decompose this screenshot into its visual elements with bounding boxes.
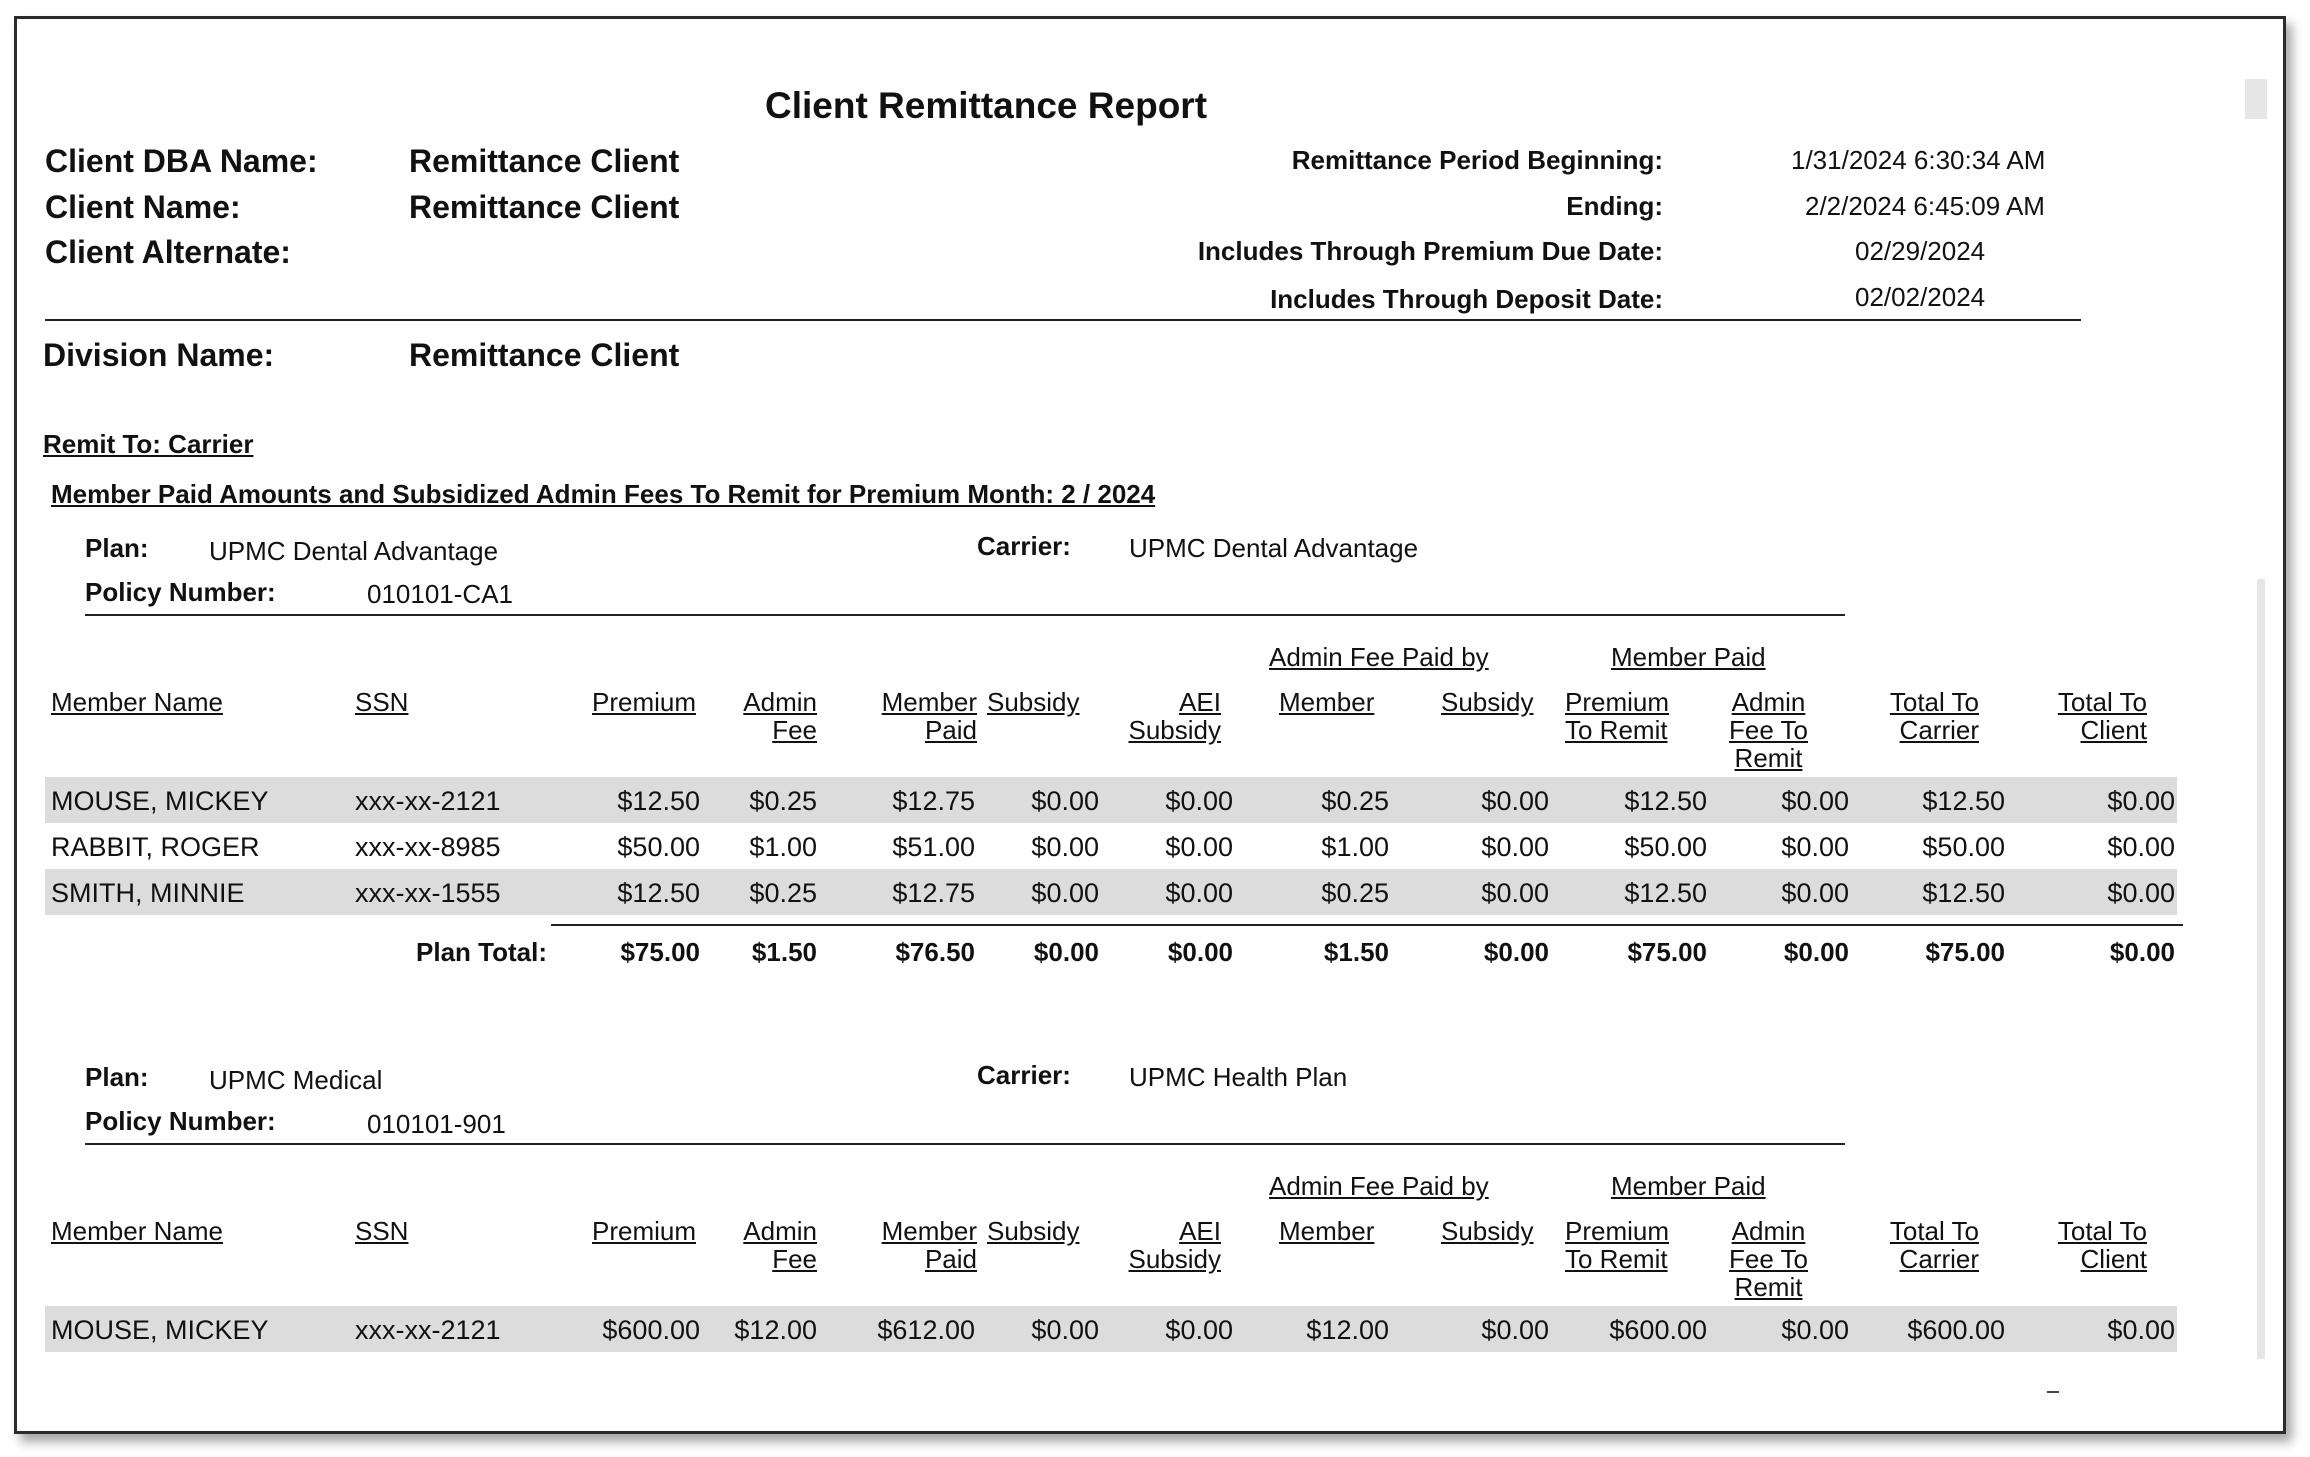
plan-value: UPMC Dental Advantage: [209, 536, 499, 566]
plan-total-divider: [551, 924, 2183, 926]
cell-total-to-carrier: $600.00: [1907, 1315, 2005, 1345]
col-total-client-line2: Client: [2080, 1244, 2147, 1274]
cell-admin-fee: $0.25: [749, 786, 817, 816]
policy-label: Policy Number:: [85, 1106, 276, 1136]
policy-value: 010101-901: [367, 1109, 506, 1139]
col-total-carrier-line2: Carrier: [1899, 715, 1979, 745]
cell-ssn: xxx-xx-8985: [355, 832, 501, 862]
cell-subsidy: $0.00: [1031, 1315, 1099, 1345]
col-premium-to-remit-line1: Premium: [1565, 687, 1670, 717]
division-label: Division Name:: [43, 337, 275, 373]
cell-total-to-client: $0.00: [2107, 786, 2175, 816]
cell-premium-to-remit: $50.00: [1624, 832, 1707, 862]
col-afp-member: Member: [1279, 687, 1375, 717]
col-total-client-line1: Total To: [2057, 687, 2147, 717]
plan-divider: [85, 1143, 1845, 1145]
total-afp-member: $1.50: [1323, 937, 1389, 967]
period-beginning-value: 1/31/2024 6:30:34 AM: [1791, 145, 2046, 175]
plan-value: UPMC Medical: [209, 1065, 383, 1095]
col-afp-member: Member: [1279, 1216, 1375, 1246]
col-premium-to-remit-line1: Premium: [1565, 1216, 1670, 1246]
cell-member-paid: $612.00: [877, 1315, 975, 1345]
col-total-client-line2: Client: [2080, 715, 2147, 745]
group-header-member-paid: Member Paid: [1611, 1171, 1766, 1201]
col-member-paid-line1: Member: [881, 1216, 977, 1246]
plan-label: Plan:: [85, 1062, 149, 1092]
col-admin-fee-line2: Fee: [772, 715, 817, 745]
col-premium-to-remit: [1565, 1217, 1669, 1273]
col-total-carrier-line2: Carrier: [1899, 1244, 1979, 1274]
cell-ssn: xxx-xx-1555: [355, 878, 501, 908]
deposit-date-value: 02/02/2024: [1855, 282, 1986, 312]
col-premium-to-remit: [1565, 688, 1669, 744]
cell-subsidy: $0.00: [1031, 786, 1099, 816]
col-ssn: SSN: [355, 1216, 409, 1246]
col-aei-line2: Subsidy: [1128, 1244, 1221, 1274]
section-heading: Member Paid Amounts and Subsidized Admin Fees To Remit for Premium Month: 2 / 2024: [51, 479, 1156, 509]
cell-member-name: MOUSE, MICKEY: [51, 786, 269, 816]
col-member-paid: [882, 688, 977, 744]
col-admin-to-remit-line2: Fee To: [1729, 715, 1809, 745]
carrier-label: Carrier:: [977, 1060, 1071, 1090]
cell-ssn: xxx-xx-2121: [355, 1315, 501, 1345]
total-total-to-client: $0.00: [2109, 937, 2175, 967]
cell-total-to-client: $0.00: [2107, 878, 2175, 908]
total-subsidy: $0.00: [1033, 937, 1099, 967]
cell-premium: $50.00: [617, 832, 700, 862]
cell-subsidy: $0.00: [1031, 878, 1099, 908]
period-ending-label: Ending:: [1566, 191, 1663, 221]
plan-divider: [85, 614, 1845, 616]
cell-member-name: RABBIT, ROGER: [51, 832, 260, 862]
total-premium-to-remit: $75.00: [1627, 937, 1707, 967]
report-page: [14, 16, 2286, 1434]
col-admin-fee-line1: Admin: [743, 687, 817, 717]
cell-admin-fee: $0.25: [749, 878, 817, 908]
col-subsidy: Subsidy: [987, 687, 1080, 717]
col-admin-to-remit-line3: Remit: [1734, 743, 1803, 773]
col-aei-subsidy: [1129, 1217, 1222, 1273]
col-member-paid-line1: Member: [881, 687, 977, 717]
cell-afp-member: $12.00: [1306, 1315, 1389, 1345]
client-dba-label: Client DBA Name:: [45, 143, 318, 179]
col-admin-fee-line2: Fee: [772, 1244, 817, 1274]
cell-total-to-client: $0.00: [2107, 832, 2175, 862]
cell-total-to-carrier: $50.00: [1922, 832, 2005, 862]
cell-member-paid: $12.75: [892, 878, 975, 908]
cell-afp-subsidy: $0.00: [1481, 878, 1549, 908]
col-member-paid: [882, 1217, 977, 1273]
total-member-paid: $76.50: [895, 937, 975, 967]
col-admin-fee: [743, 688, 817, 744]
col-member-paid-line2: Paid: [924, 715, 977, 745]
cell-subsidy: $0.00: [1031, 832, 1099, 862]
total-admin-fee-to-remit: $0.00: [1783, 937, 1849, 967]
col-aei-line2: Subsidy: [1128, 715, 1221, 745]
cell-premium: $600.00: [602, 1315, 700, 1345]
cell-admin-fee-to-remit: $0.00: [1781, 786, 1849, 816]
cell-premium: $12.50: [617, 786, 700, 816]
cell-premium-to-remit: $12.50: [1624, 786, 1707, 816]
total-admin-fee: $1.50: [751, 937, 817, 967]
cell-admin-fee: $12.00: [734, 1315, 817, 1345]
deposit-date-label: Includes Through Deposit Date:: [1270, 284, 1663, 314]
col-admin-fee-line1: Admin: [743, 1216, 817, 1246]
col-admin-to-remit-line3: Remit: [1734, 1272, 1803, 1302]
col-total-carrier-line1: Total To: [1889, 687, 1979, 717]
col-premium-to-remit-line2: To Remit: [1565, 715, 1668, 745]
col-total-client-line1: Total To: [2057, 1216, 2147, 1246]
cell-admin-fee-to-remit: $0.00: [1781, 1315, 1849, 1345]
col-total-to-carrier: [1890, 688, 1979, 744]
cell-afp-member: $0.25: [1321, 878, 1389, 908]
col-member-name: Member Name: [51, 1216, 223, 1246]
total-total-to-carrier: $75.00: [1925, 937, 2005, 967]
table-row: [45, 777, 2177, 823]
col-admin-to-remit-line1: Admin: [1731, 687, 1806, 717]
cell-premium: $12.50: [617, 878, 700, 908]
cell-afp-subsidy: $0.00: [1481, 832, 1549, 862]
col-premium: Premium: [591, 687, 696, 717]
cell-premium-to-remit: $12.50: [1624, 878, 1707, 908]
cell-afp-member: $1.00: [1321, 832, 1389, 862]
col-member-paid-line2: Paid: [924, 1244, 977, 1274]
cell-total-to-carrier: $12.50: [1922, 878, 2005, 908]
report-title: Client Remittance Report: [765, 85, 1208, 126]
policy-value: 010101-CA1: [367, 579, 513, 609]
cell-admin-fee-to-remit: $0.00: [1781, 832, 1849, 862]
col-afp-subsidy: Subsidy: [1441, 1216, 1534, 1246]
cell-afp-subsidy: $0.00: [1481, 1315, 1549, 1345]
cell-aei-subsidy: $0.00: [1165, 1315, 1233, 1345]
col-aei-line1: AEI: [1179, 687, 1221, 717]
cell-afp-subsidy: $0.00: [1481, 786, 1549, 816]
division-value: Remittance Client: [409, 337, 680, 373]
col-admin-fee: [743, 1217, 817, 1273]
cell-member-name: MOUSE, MICKEY: [51, 1315, 269, 1345]
plan-label: Plan:: [85, 533, 149, 563]
col-premium-to-remit-line2: To Remit: [1565, 1244, 1668, 1274]
client-name-value: Remittance Client: [409, 189, 680, 225]
client-name-label: Client Name:: [45, 189, 241, 225]
period-beginning-label: Remittance Period Beginning:: [1291, 145, 1663, 175]
policy-label: Policy Number:: [85, 577, 276, 607]
cell-ssn: xxx-xx-2121: [355, 786, 501, 816]
carrier-value: UPMC Health Plan: [1129, 1062, 1348, 1092]
cell-aei-subsidy: $0.00: [1165, 878, 1233, 908]
total-premium: $75.00: [620, 937, 700, 967]
col-ssn: SSN: [355, 687, 409, 717]
cell-aei-subsidy: $0.00: [1165, 832, 1233, 862]
col-member-name: Member Name: [51, 687, 223, 717]
table-row: [45, 869, 2177, 915]
page-edge-shadow: [2257, 579, 2265, 1359]
col-admin-to-remit: [1729, 688, 1808, 772]
period-ending-value: 2/2/2024 6:45:09 AM: [1805, 191, 2045, 221]
cell-total-to-carrier: $12.50: [1922, 786, 2005, 816]
client-alternate-label: Client Alternate:: [45, 234, 291, 270]
premium-due-label: Includes Through Premium Due Date:: [1197, 236, 1663, 266]
cell-member-paid: $12.75: [892, 786, 975, 816]
table-row: [45, 823, 2177, 869]
group-header-admin-fee: Admin Fee Paid by: [1269, 1171, 1489, 1201]
cell-admin-fee: $1.00: [749, 832, 817, 862]
col-aei-subsidy: [1129, 688, 1222, 744]
col-admin-to-remit: [1729, 1217, 1808, 1301]
col-total-to-client: [2058, 1217, 2147, 1273]
header-divider: [45, 319, 2081, 321]
col-premium: Premium: [591, 1216, 696, 1246]
cell-admin-fee-to-remit: $0.00: [1781, 878, 1849, 908]
page-footer-mark: [2047, 1391, 2059, 1393]
cell-total-to-client: $0.00: [2107, 1315, 2175, 1345]
cell-member-paid: $51.00: [892, 832, 975, 862]
remit-to-heading: Remit To: Carrier: [43, 429, 254, 459]
page-edge-shadow: [2245, 79, 2267, 119]
premium-due-value: 02/29/2024: [1855, 236, 1986, 266]
carrier-label: Carrier:: [977, 531, 1071, 561]
plan-total-label: Plan Total:: [416, 937, 547, 967]
cell-afp-member: $0.25: [1321, 786, 1389, 816]
col-subsidy: Subsidy: [987, 1216, 1080, 1246]
col-admin-to-remit-line1: Admin: [1731, 1216, 1806, 1246]
total-afp-subsidy: $0.00: [1483, 937, 1549, 967]
col-total-to-carrier: [1890, 1217, 1979, 1273]
cell-member-name: SMITH, MINNIE: [51, 878, 245, 908]
group-header-admin-fee: Admin Fee Paid by: [1269, 642, 1489, 672]
carrier-value: UPMC Dental Advantage: [1129, 533, 1419, 563]
table-row: [45, 1306, 2177, 1352]
cell-aei-subsidy: $0.00: [1165, 786, 1233, 816]
total-aei-subsidy: $0.00: [1167, 937, 1233, 967]
col-afp-subsidy: Subsidy: [1441, 687, 1534, 717]
col-total-to-client: [2058, 688, 2147, 744]
col-total-carrier-line1: Total To: [1889, 1216, 1979, 1246]
col-aei-line1: AEI: [1179, 1216, 1221, 1246]
client-dba-value: Remittance Client: [409, 143, 680, 179]
col-admin-to-remit-line2: Fee To: [1729, 1244, 1809, 1274]
group-header-member-paid: Member Paid: [1611, 642, 1766, 672]
cell-premium-to-remit: $600.00: [1609, 1315, 1707, 1345]
